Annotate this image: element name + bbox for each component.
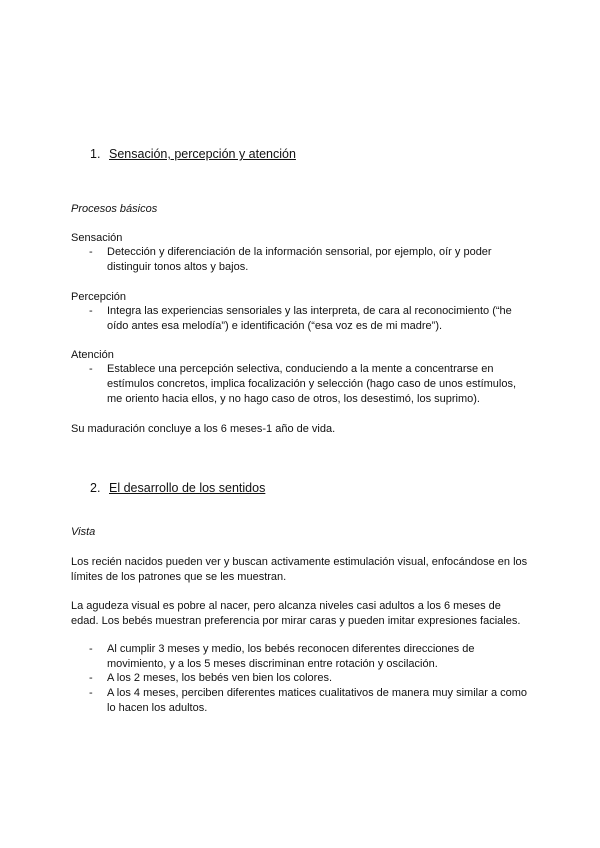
section-heading-1: [90, 146, 296, 162]
subheading-vista: Vista: [71, 526, 96, 538]
list-item-text: Establece una percepción selectiva, conduciendo a la mente a concentrarse en estímulos concretos, implica focalización y selección (hago caso de unos estímulos, me oriento hacia ellos, y no hago caso de otros, los desestimó, los suprimo).: [107, 363, 517, 405]
paragraph-vista-2: La agudeza visual es pobre al nacer, pero alcanza niveles casi adultos a los 6 meses de edad. Los bebés muestran preferencia por mirar caras y pueden imitar expresiones faciales.: [71, 600, 521, 627]
list-item: [89, 362, 529, 407]
list-item: [89, 642, 529, 672]
section-number: 2.: [90, 481, 101, 495]
list-item-text: A los 2 meses, los bebés ven bien los colores.: [107, 672, 333, 684]
paragraph-vista-1: Los recién nacidos pueden ver y buscan activamente estimulación visual, enfocándose en los límites de los patrones que se les muestran.: [71, 556, 528, 583]
list-item-text: Detección y diferenciación de la información sensorial, por ejemplo, oír y poder distinguir tonos altos y bajos.: [107, 246, 492, 273]
list-item-text: A los 4 meses, perciben diferentes matices cualitativos de manera muy similar a como lo hacen los adultos.: [107, 687, 528, 714]
dash-bullet: -: [89, 363, 93, 375]
section-title: El desarrollo de los sentidos: [109, 481, 266, 495]
label-atencion: Atención: [71, 349, 114, 361]
paragraph-maduracion: Su maduración concluye a los 6 meses-1 año de vida.: [71, 423, 336, 435]
section-number: 1.: [90, 147, 101, 161]
list-item: [89, 686, 529, 716]
label-percepcion: Percepción: [71, 291, 127, 303]
list-item: [89, 245, 529, 275]
dash-bullet: -: [89, 672, 93, 684]
dash-bullet: -: [89, 305, 93, 317]
list-item-text: Integra las experiencias sensoriales y las interpreta, de cara al reconocimiento (“he oído antes esa melodía”) e identificación (“esa voz es de mi madre”).: [107, 305, 512, 332]
section-heading-2: [90, 480, 265, 496]
list-item: [89, 304, 529, 334]
section-title: Sensación, percepción y atención: [109, 147, 296, 161]
dash-bullet: -: [89, 246, 93, 258]
subheading-procesos-basicos: Procesos básicos: [71, 203, 158, 215]
list-item: [89, 671, 529, 686]
label-sensacion: Sensación: [71, 232, 123, 244]
dash-bullet: -: [89, 643, 93, 655]
list-item-text: Al cumplir 3 meses y medio, los bebés reconocen diferentes direcciones de movimiento, y a los 5 meses discriminan entre rotación y oscilación.: [107, 643, 475, 670]
dash-bullet: -: [89, 687, 93, 699]
